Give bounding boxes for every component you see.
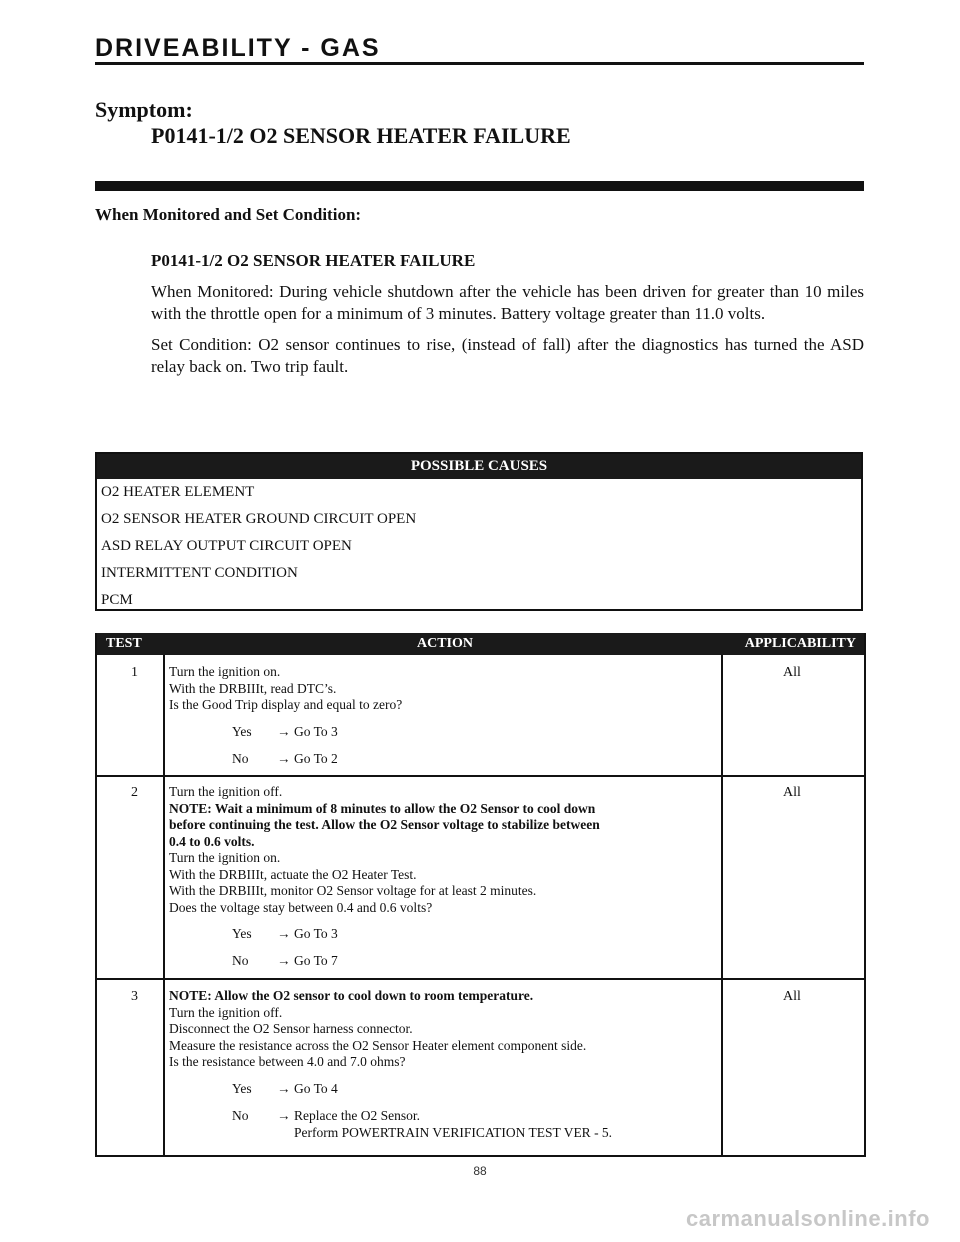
set-condition-text: Set Condition: O2 sensor continues to rise, (instead of fall) after the diagnostics has turned the ASD relay back on. Two trip fault. [151, 335, 864, 376]
yes-label: Yes [232, 1080, 252, 1096]
action-line: With the DRBIIIt, monitor O2 Sensor voltage for at least 2 minutes. [169, 883, 537, 898]
yes-label: Yes [232, 926, 252, 941]
arrow-icon: → [277, 750, 291, 766]
symptom-divider [95, 181, 864, 191]
action-line: Turn the ignition off. [169, 1004, 283, 1020]
symptom-label: Symptom: [95, 97, 193, 122]
when-monitored-text: When Monitored: During vehicle shutdown after the vehicle has been driven for greater than 10 miles with the throttle open for a minimum of 3 minutes. Battery voltage greater than 11.0 volts. [151, 282, 864, 323]
column-divider [163, 655, 165, 1155]
section-title: DRIVEABILITY - GAS [95, 34, 381, 62]
arrow-icon: → [277, 723, 291, 739]
header-action: ACTION [417, 636, 474, 651]
no-result: Go To 7 [294, 953, 338, 968]
no-result: Go To 2 [294, 750, 338, 766]
page-number: 88 [473, 1164, 487, 1178]
row-divider [97, 978, 864, 980]
action-line: Is the Good Trip display and equal to zero? [169, 697, 403, 712]
no-branch [232, 1108, 717, 1125]
watermark: carmanualsonline.info [686, 1206, 930, 1231]
action-line: Is the resistance between 4.0 and 7.0 ohms? [169, 1054, 406, 1069]
possible-causes-heading: POSSIBLE CAUSES [97, 454, 861, 479]
header-applicability: APPLICABILITY [744, 636, 856, 651]
test-action [169, 784, 717, 970]
action-line: With the DRBIIIt, read DTC’s. [169, 680, 337, 696]
test-number: 3 [131, 989, 138, 1004]
test-table-header [97, 633, 864, 655]
cause-item: INTERMITTENT CONDITION [101, 565, 298, 581]
no-label: No [232, 1107, 249, 1123]
yes-result: Go To 3 [294, 926, 338, 941]
test-action [169, 988, 717, 1141]
test-applicability: All [783, 665, 801, 680]
monitored-block [151, 250, 864, 387]
cause-item: O2 SENSOR HEATER GROUND CIRCUIT OPEN [101, 511, 417, 527]
note-line: NOTE: Wait a minimum of 8 minutes to allow the O2 Sensor to cool down [169, 800, 596, 816]
action-line: Turn the ignition on. [169, 664, 281, 679]
header-divider [95, 62, 864, 65]
no-result-detail: Perform POWERTRAIN VERIFICATION TEST VER - 5. [294, 1124, 613, 1140]
action-line: Turn the ignition on. [169, 850, 281, 865]
yes-result: Go To 4 [294, 1080, 338, 1096]
test-applicability: All [783, 785, 801, 800]
yes-branch [232, 724, 717, 741]
note-line: 0.4 to 0.6 volts. [169, 833, 255, 849]
test-action [169, 664, 717, 768]
cause-item: PCM [101, 592, 133, 608]
no-branch [232, 953, 717, 970]
arrow-icon: → [277, 953, 291, 968]
column-divider [721, 655, 723, 1155]
arrow-icon: → [277, 1080, 291, 1096]
monitored-dtc: P0141-1/2 O2 SENSOR HEATER FAILURE [151, 251, 476, 270]
row-divider [97, 775, 864, 777]
test-number: 2 [131, 785, 138, 800]
arrow-icon: → [277, 926, 291, 941]
note-line: NOTE: Allow the O2 sensor to cool down to room temperature. [169, 988, 534, 1003]
test-table [95, 633, 866, 1157]
monitored-heading: When Monitored and Set Condition: [95, 205, 362, 224]
note-line: before continuing the test. Allow the O2 Sensor voltage to stabilize between [169, 817, 600, 832]
action-line: Turn the ignition off. [169, 784, 283, 799]
action-line: Measure the resistance across the O2 Sensor Heater element component side. [169, 1037, 587, 1053]
header-test: TEST [106, 636, 142, 651]
yes-label: Yes [232, 723, 252, 739]
arrow-icon: → [277, 1107, 291, 1123]
test-applicability: All [783, 989, 801, 1004]
action-line: Disconnect the O2 Sensor harness connector. [169, 1021, 413, 1036]
yes-branch [232, 1081, 717, 1098]
no-branch [232, 751, 717, 768]
action-line: Does the voltage stay between 0.4 and 0.6 volts? [169, 899, 433, 915]
yes-result: Go To 3 [294, 723, 338, 739]
no-result: Replace the O2 Sensor. [294, 1107, 420, 1123]
test-number: 1 [131, 665, 138, 680]
no-label: No [232, 750, 249, 766]
cause-item: ASD RELAY OUTPUT CIRCUIT OPEN [101, 538, 352, 554]
yes-branch [232, 926, 717, 943]
symptom-title: P0141-1/2 O2 SENSOR HEATER FAILURE [151, 123, 571, 148]
no-label: No [232, 953, 249, 968]
action-line: With the DRBIIIt, actuate the O2 Heater Test. [169, 866, 417, 882]
possible-causes-table [95, 452, 863, 611]
cause-item: O2 HEATER ELEMENT [101, 484, 255, 500]
